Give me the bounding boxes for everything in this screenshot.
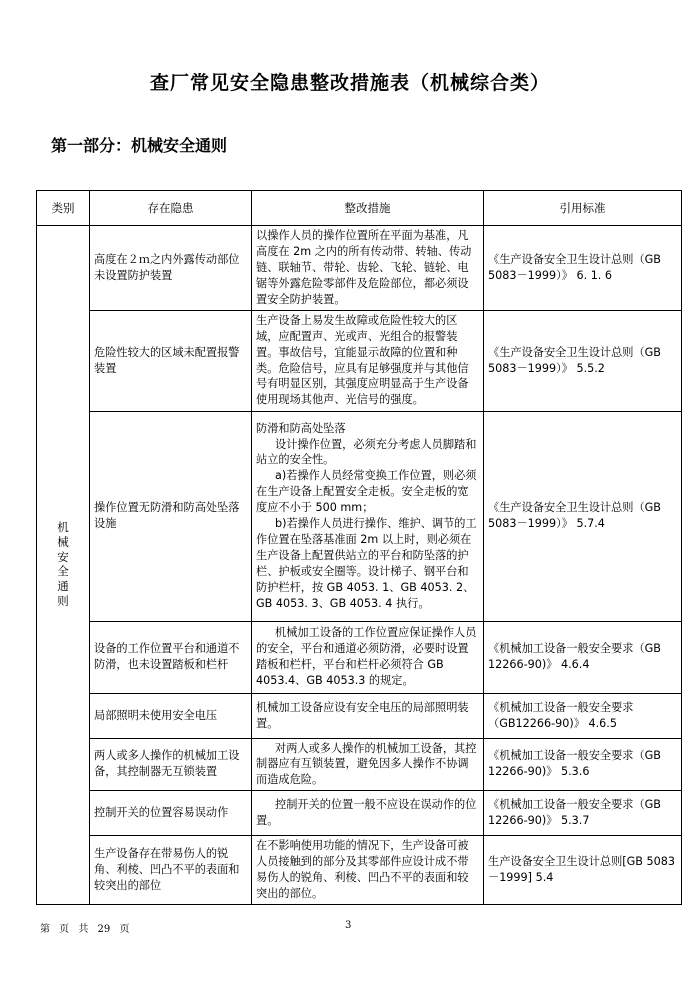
header-standard: 引用标准 xyxy=(484,191,682,226)
measure-text: 设计操作位置，必须充分考虑人员脚踏和站立的安全性。 xyxy=(256,437,477,467)
hazard-cell: 高度在２ｍ之内外露传动部位未设置防护装置 xyxy=(90,226,252,311)
hazard-cell: 控制开关的位置容易误动作 xyxy=(90,791,252,836)
hazard-cell: 操作位置无防滑和防高处坠落设施 xyxy=(90,411,252,621)
standard-cell: 生产设备安全卫生设计总则[GB 5083 －1999] 5.4 xyxy=(484,836,682,905)
standard-cell: 《机械加工设备一般安全要求（GB12266-90)》 4.6.5 xyxy=(484,693,682,738)
header-category: 类别 xyxy=(37,191,90,226)
measure-item-b: b)若操作人员进行操作、维护、调节的工作位置在坠落基准面 2m 以上时，则必须在生产设备上配置供站立的平台和防坠落的护栏、护板或安全圈等。设计梯子、钢平台和防护栏杆，按 GB 4053. 1、GB 4053. 2、GB 4053. 3、GB 4053. 4 执行。 xyxy=(256,517,477,610)
hazard-table xyxy=(36,190,682,905)
measure-cell xyxy=(252,693,484,738)
category-label: 机械安全通则 xyxy=(57,519,69,609)
table-row xyxy=(37,226,682,311)
table-row xyxy=(37,310,682,411)
measure-text: 在不影响使用功能的情况下，生产设备可被人员接触到的部分及其零部件应设计成不带易伤人的锐角、利棱、凹凸不平的表面和较突出的部位。 xyxy=(256,839,469,900)
hazard-cell: 局部照明未使用安全电压 xyxy=(90,693,252,738)
page-count-footer: 第 页 共 29 页 xyxy=(40,924,130,935)
header-measure: 整改措施 xyxy=(252,191,484,226)
standard-cell: 《生产设备安全卫生设计总则（GB 5083－1999）》 6. 1. 6 xyxy=(484,226,682,311)
category-cell xyxy=(37,226,90,905)
measure-text: 以操作人员的操作位置所在平面为基准，凡高度在 2m 之内的所有传动带、转轴、传动链、联轴节、带轮、齿轮、飞轮、链轮、电锯等外露危险零部件及危险部位，都必须设置安全防护装置。 xyxy=(256,229,472,306)
header-hazard: 存在隐患 xyxy=(90,191,252,226)
measure-cell xyxy=(252,310,484,411)
table-row xyxy=(37,693,682,738)
hazard-cell: 危险性较大的区域未配置报警装置 xyxy=(90,310,252,411)
measure-heading: 防滑和防高处坠落 xyxy=(256,421,346,435)
table-row xyxy=(37,411,682,621)
measure-text: 机械加工设备的工作位置应保证操作人员的安全，平台和通道必须防滑，必要时设置踏板和栏杆，平台和栏杆必须符合 GB 4053.4、GB 4053.3 的规定。 xyxy=(256,626,477,687)
hazard-cell: 生产设备存在带易伤人的锐角、利棱、凹凸不平的表面和较突出的部位 xyxy=(90,836,252,905)
standard-cell: 《生产设备安全卫生设计总则（GB 5083－1999）》 5.7.4 xyxy=(484,411,682,621)
measure-cell xyxy=(252,621,484,693)
page-number: 3 xyxy=(345,920,352,931)
table-row xyxy=(37,791,682,836)
measure-cell xyxy=(252,411,484,621)
measure-cell xyxy=(252,791,484,836)
table-row xyxy=(37,836,682,905)
hazard-cell: 两人或多人操作的机械加工设备，其控制器无互锁装置 xyxy=(90,738,252,791)
document-title: 查厂常见安全隐患整改措施表（机械综合类） xyxy=(149,72,550,94)
table-row xyxy=(37,621,682,693)
measure-text: 机械加工设备应设有安全电压的局部照明装置。 xyxy=(256,700,469,730)
standard-cell: 《机械加工设备一般安全要求（GB 12266-90)》 5.3.6 xyxy=(484,738,682,791)
standard-cell: 《机械加工设备一般安全要求（GB 12266-90)》 5.3.7 xyxy=(484,791,682,836)
measure-cell xyxy=(252,836,484,905)
measure-item-a: a)若操作人员经常变换工作位置，则必须在生产设备上配置安全走板。安全走板的宽度应不小于 500 mm； xyxy=(256,469,477,515)
hazard-cell: 设备的工作位置平台和通道不防滑，也未设置踏板和栏杆 xyxy=(90,621,252,693)
standard-cell: 《机械加工设备一般安全要求（GB 12266-90)》 4.6.4 xyxy=(484,621,682,693)
measure-cell xyxy=(252,738,484,791)
measure-text: 生产设备上易发生故障或危险性较大的区域，应配置声、光或声、光组合的报警装置。事故信号，宜能显示故障的位置和种类。危险信号，应具有足够强度并与其他信号有明显区别，其强度应明显高于生产设备使用现场其他声、光信号的强度。 xyxy=(256,313,469,407)
measure-cell xyxy=(252,226,484,311)
measure-text: 对两人或多人操作的机械加工设备，其控制器应有互锁装置，避免因多人操作不协调而造成危险。 xyxy=(256,741,477,787)
table-header-row xyxy=(37,191,682,226)
standard-cell: 《生产设备安全卫生设计总则（GB 5083－1999）》 5.5.2 xyxy=(484,310,682,411)
measure-text: 控制开关的位置一般不应设在误动作的位置。 xyxy=(256,798,477,828)
table-row xyxy=(37,738,682,791)
section-title: 第一部分：机械安全通则 xyxy=(51,136,228,155)
